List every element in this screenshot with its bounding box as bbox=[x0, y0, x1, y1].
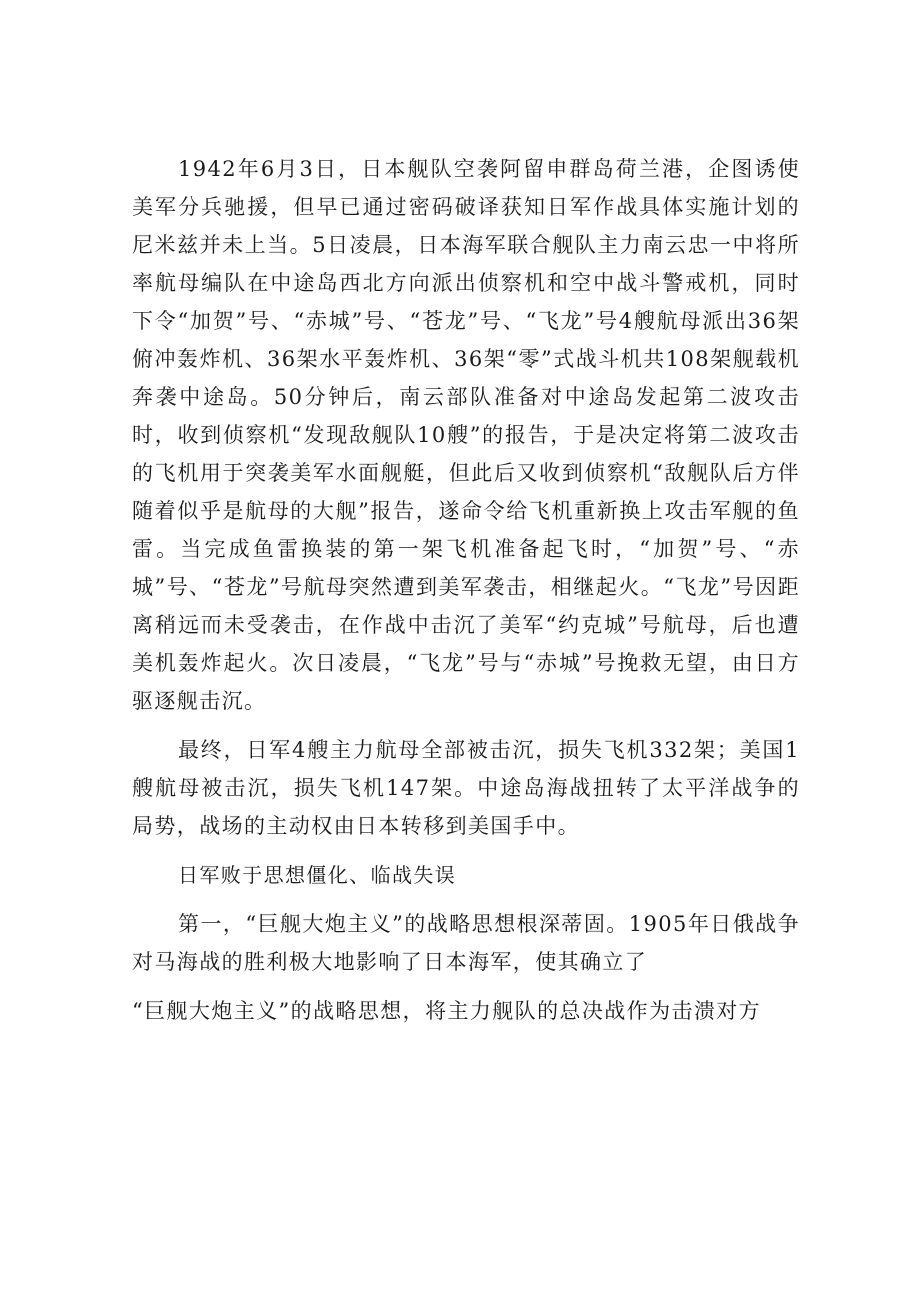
paragraph-battle-outcome: 最终，日军4艘主力航母全部被击沉，损失飞机332架；美国1艘航母被击沉，损失飞机147架。中途岛海战扭转了太平洋战争的局势，战场的主动权由日本转移到美国手中。 bbox=[132, 738, 800, 838]
paragraph-continued: “巨舰大炮主义”的战略思想，将主力舰队的总决战作为击溃对方 bbox=[132, 999, 762, 1023]
paragraph-first-point: 第一，“巨舰大炮主义”的战略思想根深蒂固。1905年日俄战争对马海战的胜利极大地影响了日本海军，使其确立了 bbox=[132, 912, 800, 974]
section-heading: 日军败于思想僵化、临战失误 bbox=[178, 863, 457, 887]
paragraph-battle-narrative: 1942年6月3日，日本舰队空袭阿留申群岛荷兰港，企图诱使美军分兵驰援，但早已通过密码破译获知日军作战具体实施计划的尼米兹并未上当。5日凌晨，日本海军联合舰队主力南云忠一中将所率航母编队在中途岛西北方向派出侦察机和空中战斗警戒机，同时下令“加贺”号、“赤城”号、“苍龙”号、“飞龙”号4艘航母派出36架俯冲轰炸机、36架水平轰炸机、36架“零”式战斗机共108架舰载机奔袭中途岛。50分钟后，南云部队准备对中途岛发起第二波攻击时，收到侦察机“发现敌舰队10艘”的报告，于是决定将第二波攻击的飞机用于突袭美军水面舰艇，但此后又收到侦察机“敌舰队后方伴随着似乎是航母的大舰”报告，遂命令给飞机重新换上攻击军舰的鱼雷。当完成鱼雷换装的第一架飞机准备起飞时，“加贺”号、“赤城”号、“苍龙”号航母突然遭到美军袭击，相继起火。“飞龙”号因距离稍远而未受袭击，在作战中击沉了美军“约克城”号航母，后也遭美机轰炸起火。次日凌晨，“飞龙”号与“赤城”号挽救无望，由日方驱逐舰击沉。 bbox=[132, 157, 800, 713]
document-page bbox=[132, 150, 800, 1030]
